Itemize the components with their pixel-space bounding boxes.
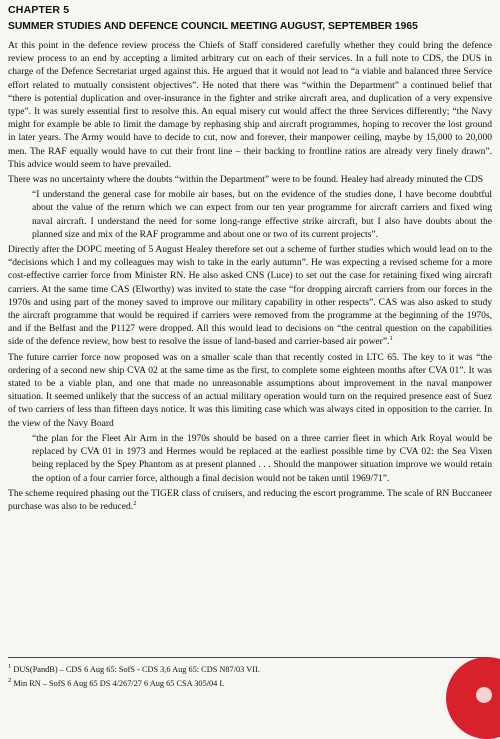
body-text bbox=[8, 39, 492, 513]
footnote-ref-1[interactable]: 1 bbox=[389, 335, 393, 343]
footnote-1-mark: 1 bbox=[8, 663, 12, 671]
footnote-2-text: Min RN – SofS 6 Aug 65 DS 4/267/27 6 Aug 65 CSA 305/04 I. bbox=[13, 679, 225, 688]
footnote-1 bbox=[8, 663, 478, 677]
paragraph-3 bbox=[8, 243, 492, 349]
action-icon bbox=[476, 687, 492, 703]
paragraph-1: At this point in the defence review process the Chiefs of Staff considered carefully whether they could bring the defence review process to an end by accepting a limited arbitrary cut on each of their services. In a full note to CDS, the DUS in charge of the Defence Secretariat urged against this. He argued that it would not lead to “a viable and balanced three Service effort related to mutually consistent objectives”. He noted that there was “within the Department” a continued belief that “there is potential duplication and over-insurance in the fighter and strike aircraft area, and duplication of a very expensive type”. It was surely essential first to resolve this. An equal misery cut would affect the three Services differently; “the Navy might for example be able to limit the damage by rephasing ship and aircraft programmes, hoping to recover the lost ground in later years. The Army would have to decide to cut, now and forever, their manpower ceiling, maybe by 15,000 to 20,000 men. The RAF equally would have to cut their front line – their backing to frontline ratios are already very finely drawn”. This advice would seem to have prevailed. bbox=[8, 40, 492, 170]
paragraph-5-text: The scheme required phasing out the TIGER class of cruisers, and reducing the escort programme. The scale of RN Buccaneer purchase was also to be reduced. bbox=[8, 487, 492, 512]
footnote-divider bbox=[8, 657, 488, 658]
paragraph-4: The future carrier force now proposed was on a smaller scale than that recently costed in LTC 65. The key to it was “the ordering of a second new ship CVA 02 at the same time as the first, to complete some eighteen months after CVA 01”. It was stated to be a viable plan, and one that made no unreasonable assumptions about improvement in the naval manpower situation. It seemed unlikely that the success of an actual military operation would turn on the required presence east of Suez of two carriers of less than fifteen days notice. It was this limiting case which was always cited in opposition to the carrier. In the view of the Navy Board bbox=[8, 351, 492, 429]
paragraph-5 bbox=[8, 487, 492, 513]
footnote-2-mark: 2 bbox=[8, 677, 12, 685]
footnote-1-text: DUS(PandB) – CDS 6 Aug 65: SofS - CDS 3,6 Aug 65: CDS N87/03 VII. bbox=[13, 665, 260, 674]
chapter-label: CHAPTER 5 bbox=[8, 4, 70, 16]
quote-healey: “I understand the general case for mobile air bases, but on the evidence of the studies done, I have become doubtful about the value of the return which we can expect from our ten year programme for aircraft carriers and fixed wing naval aircraft. I understand the need for some long-range effective strike aircraft, but I also have doubts about the planned size and mix of the RAF programme and about one or two of its current projects”. bbox=[32, 189, 492, 240]
section-heading: SUMMER STUDIES AND DEFENCE COUNCIL MEETING AUGUST, SEPTEMBER 1965 bbox=[8, 21, 418, 32]
paragraph-2: There was no uncertainty where the doubts “within the Department” were to be found. Healey had already minuted the CDS bbox=[8, 174, 484, 186]
footnote-ref-2[interactable]: 2 bbox=[133, 499, 137, 507]
footnotes bbox=[8, 663, 478, 691]
quote-navy-board: “the plan for the Fleet Air Arm in the 1970s should be based on a three carrier fleet in which Ark Royal would be replaced by CVA 01 in 1973 and Hermes would be replaced at the earliest possible time by CVA 02: the Sea Vixen being replaced by the Spey Phantom as at present planned . . . Should the manpower situation improve we would retain the option of a four carrier force, although a final decision would not be taken until 1969/71”. bbox=[32, 432, 492, 484]
footnote-2 bbox=[8, 677, 478, 691]
paragraph-3-text: Directly after the DOPC meeting of 5 August Healey therefore set out a scheme of further studies which would lead on to the “decisions which I and my colleagues may wish to take in the early autumn”. He was expecting a revised scheme for a more cost-effective carrier force from Minister RN. He also asked CNS (Luce) to set out the case for retaining fixed wing aircraft carriers. At the same time CAS (Elworthy) was invited to state the case “for dropping aircraft carriers from our forces in the 1970s and using part of the money saved to improve our military capability in other respects”. CAS was also asked to study the aircraft programme that would be required if carriers were removed from the programme at the beginning of the 1970s, and if the Belfast and the P1127 were dropped. All this would lead to decisions on “the central question on the capabilities side of the defence review, how best to resolve the issue of land-based and carrier-based air power”. bbox=[8, 244, 492, 348]
